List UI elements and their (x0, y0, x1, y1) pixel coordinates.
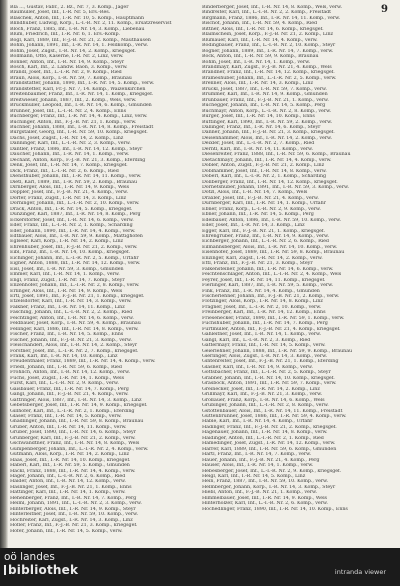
register-entry: Greinecker, Josef, Inf., I.-R. Nr. 14, 2. Komp., Linz (202, 386, 320, 392)
register-entry: Ehrenhuber, Josef, Inf., F.-J.-B. Nr. 21, 2. Komp., verw. (10, 244, 138, 250)
register-entry: Gebetsberger, Josef, Inf., I.-R. Nr. 14, 9. Komp., kriegsgef. (10, 403, 148, 409)
register-entry: Heiml, Johann, 1891, Inf., L.-I.-R. Nr. 2, 3. Komp., verw. (10, 501, 142, 507)
register-entry: Hein, Franz, 1887, Inf., I.-R. Nr. 59, 10. Komp., verw. (202, 479, 328, 485)
register-entry: Fürst, Karl, Inf., L.-I.-R. Nr. 2, 9. Komp., verw. (10, 381, 119, 387)
register-entry: Bindreiter, Karl, Inf., L.-I.-R. Nr. 2, 2. Komp., Freistadt (202, 10, 332, 16)
register-entry: Gierlinger, Alois, Zugsf., I.-R. Nr. 14, 3. Komp., verw. (202, 354, 328, 359)
register-entry: Burger, Josef, Inf., I.-R. Nr. 14, 10. Komp., Enns (202, 114, 315, 120)
register-entry: Gstöttenbauer, Alois, Inf., I.-R. Nr. 14, 11. Komp., Freistadt (202, 408, 343, 414)
register-entry: Deixler, Josef, Inf., L.-I.-R. Nr. 2, 7. Komp., Ried (202, 141, 315, 147)
register-entry: Heigl, Karl, Inf., I.-R. Nr. 14, 5. Komp., Linz (202, 473, 306, 479)
register-entry: Hackl, Franz, 1888, Inf., I.-R. Nr. 14, 4. Komp., verw. (10, 468, 136, 474)
register-entry: Glaser, Franz, Inf., I.-R. Nr. 14, 5. Komp., verw. (10, 413, 122, 419)
register-entry: Brandstetter, Karl, Fr.-J. Nr. 7, 14. Komp., Waizenkirchen (10, 86, 146, 92)
register-entry: Eckerstorfer, Josef, Inf., I.-R. Nr. 14, 6. Komp., verw. (10, 217, 134, 223)
register-entry: Dallinger, Franz, Inf., I.-R. Nr. 14, 6. Komp., Steyr (202, 124, 321, 130)
register-entry: Eilmannsberger, Alois, Inf., I.-R. Nr. 14, 10. Komp., verw. (202, 244, 338, 250)
register-entry: Dötzl, Alois, Inf., I.-R. Nr. 14, 7. Komp., Wels (202, 190, 308, 196)
register-entry: Haslinger, Josef, Inf., F.-J.-B. Nr. 21, 1. Komp., Enns (10, 484, 132, 490)
register-entry: Himmelbauer, Josef, Inf., I.-R. Nr. 14, 9. Komp., Wels (202, 495, 327, 501)
register-entry: Burgstaller, Georg, Inf., I.-R. Nr. 59, 10. Komp., kriegsgef. (10, 130, 148, 136)
right-column (202, 5, 392, 542)
register-entry: Fuchshuber, Johann, Inf., I.-R. Nr. 14, 7. Komp., Perg (202, 321, 328, 327)
register-entry: Doblhammer, Josef, Inf., I.-R. Nr. 14, 8. Komp., verw. (202, 168, 327, 174)
register-entry: Fuchs, Josef, Zugsf., I.-R. Nr. 14, 1. Komp., Wels (10, 375, 124, 381)
register-entry: Flotzinger, Alois, Korp., I.-R. Nr. 14, 8. Komp., Linz (202, 299, 323, 305)
register-entry: Ertl, Josef, 1891, Inf., F.-J.-B. Nr. 21, 1. Komp., kriegsgef. (10, 294, 145, 300)
register-entry: Grillmayr, Karl, Inf., F.-J.-B. Nr. 21, 3. Komp., verw. (202, 392, 323, 398)
register-entry: Draxler, Josef, Inf., F.-J.-B. Nr. 21, 4. Komp., verw. (202, 195, 319, 201)
register-entry: Hager, Johann, Inf., L.-I.-R. Nr. 2, 6. Komp., Ried (10, 473, 126, 479)
register-entry: Fischer, Johann, Inf., F.-J.-B. Nr. 21, 3. Komp., verw. (10, 337, 132, 343)
register-entry: Bogner, Johann, 1889, Inf., I.-R. Nr. 14, 7. Komp., verw. (202, 48, 334, 54)
register-entry: Gnadlinger, Johann, Inf., I.-R. Nr. 59, 8. Komp., Braunau (10, 419, 144, 425)
register-entry: Blum, Friedrich, Inf., I.-R. Nr. 6, 1. Ers.-Komp. (10, 32, 120, 38)
register-entry: Forstner, Josef, Inf., L.-I.-R. Nr. 2, 7. Komp., kriegsgef. (10, 348, 139, 354)
register-entry: Braun, Alois, Korp., I.-R. Nr. 59, 7. Komp., Braunau (10, 75, 132, 81)
register-entry: Eigner, Anton, 1888, Inf., I.-R. Nr. 14, 12. Komp., verw. (10, 261, 141, 267)
register-entry: Höfler, Franz, Inf., F.-J.-B. Nr. 21, 3. Komp., kriegsgef. (10, 523, 138, 529)
register-entry: Gangl, Karl, Inf., L.-I.-R. Nr. 2, 3. Komp., Ried (202, 337, 311, 343)
register-entry: Fleischanderl, Alois, Inf., I.-R. Nr. 14, 2. Komp., Steyr (10, 343, 138, 349)
register-entry: Eichinger, Johann, Inf., L.-I.-R. Nr. 2, 5. Komp., Urfahr (10, 255, 139, 261)
register-entry: Eder, Franz, Inf., L.-I.-R. Nr. 2, 1. Komp., Schärding (10, 223, 133, 229)
register-entry: Haider, Anton, Inf., I.-R. Nr. 14, 12. Komp., verw. (10, 479, 126, 485)
register-entry: Fierlinger, Karl, 1887, Inf., I.-R. Nr. 59, 5. Komp., verw. (202, 283, 334, 289)
page-number: 9 (381, 4, 388, 15)
register-entry: Eglseer, Karl, Korp., I.-R. Nr. 14, 2. Komp., Linz (10, 239, 124, 245)
register-entry: Gangl, Johann, Inf., F.-J.-B. Nr. 21, 4. Komp., verw. (10, 392, 129, 398)
register-entry: Hauer, Johann, Inf., F.-J.-B. Nr. 21, 4. Komp., Perg (202, 457, 320, 463)
register-entry: Haas, Josef, Inf., I.-R. Nr. 14, 10. Komp., kriegsgef. (10, 457, 131, 463)
register-entry: Bittner, Alois, Inf., I.-R. Nr. 14, 6. Komp., kriegsgef. (202, 26, 324, 32)
register-entry: Dorfer, Franz, Zugsf., I.-R. Nr. 14, 3. Komp., Linz (10, 195, 127, 201)
register-entry: Breitwieser, Johann, 1887, Inf., 2. Komp., Wels, verw. (10, 97, 137, 103)
register-entry: Eisenhofer, Josef, 1889, Inf., I.-R. Nr. 59, 8. Komp., Braunau (202, 250, 345, 256)
register-entry: Hehenberger, Franz, Inf., I.-R. Nr. 14, 7. Komp., Perg (10, 495, 137, 501)
register-entry: Ebner, Franz, Korp., L.-I.-R. Nr. 2, 9. Komp., verw. (202, 206, 321, 212)
register-entry: Eibl, Franz, Inf., I.-R. Nr. 14, 10. Komp., kriegsgef. (10, 250, 131, 256)
register-entry: Bonner, Anton, Inf., I.-R. Nr. 14, 9. Komp., Steyr (10, 59, 124, 65)
register-entry: Ehrengruber, Franz, Inf., I.-R. Nr. 14, 9. Komp., verw. (202, 234, 329, 240)
register-entry: Freudenthaler, Franz, 1889, Inf., I.-R. Nr. 14, 4. Komp., verw. (10, 359, 156, 365)
left-column (10, 5, 196, 542)
register-entry: Fröhlich, Anton, Inf., I.-R. Nr. 14, 12. Komp., verw. (10, 370, 130, 376)
register-entry: Fragner, Josef, Inf., L.-I.-R. Nr. 2, 10. Komp., verw. (202, 304, 322, 310)
register-entry: Böhm, Josef, Inf., I.-R. Nr. 14, 1. Komp., verw. (202, 59, 311, 65)
register-entry: Dürnberger, Karl, Inf., I.-R. Nr. 14, 1. Komp., Urfahr (202, 201, 326, 207)
register-entry: Glasner, Karl, Inf., I.-R. Nr. 14, 9. Komp., verw. (202, 364, 313, 370)
register-entry: Edtbauer, Alois, Inf., I.-R. Nr. 59, 9. Komp., Mattighofen (10, 234, 143, 240)
logo-line-2-text: bibliothek (8, 563, 79, 577)
register-entry: Eichberger, Johann, Inf., L.-I.-R. Nr. 2, 6. Komp., Ried (202, 239, 329, 245)
register-entry: Gumpenberger, Johann, Inf., L.-I.-R. Nr. 2, 4. Komp., verw. (10, 446, 149, 452)
register-entry: Hofer, Johann, Inf., I.-R. Nr. 14, 5. Komp., verw. (10, 528, 123, 534)
register-entry: Drack, Anton, Inf., I.-R. Nr. 14, 5. Komp., kriegsgef. (10, 206, 133, 212)
register-entry: Enzinger, Karl, Zugsf., I.-R. Nr. 14, 2. Komp., verw. (202, 255, 323, 261)
register-entry: Edelbauer, Anton, 1886, Inf., I.-R. Nr. 59, 10. Komp., verw. (202, 217, 342, 223)
library-logo[interactable] (4, 551, 78, 577)
register-entry: Hinterholzer, Karl, Inf., L.-I.-R. Nr. 2, 6. Komp., verw. (202, 501, 328, 507)
register-entry: Grünberger, Karl, Inf., F.-J.-B. Nr. 21, 2. Komp., verw. (10, 435, 136, 441)
logo-line-1: oö landes (4, 551, 55, 563)
register-entry: Hartl, Franz, Inf., I.-R. Nr. 14, 7. Komp., verw. (202, 452, 312, 458)
register-entry: Bischof, Johann, Inf., I.-R. Nr. 59, 4. Komp., Ried (202, 21, 318, 27)
register-entry: Grabner, Johann, Inf., I.-R. Nr. 14, 10. Komp., kriegsgef. (202, 375, 335, 381)
register-entry: Derntl, Karl, Inf., I.-R. Nr. 14, 11. Komp., verw. (202, 146, 314, 152)
register-entry: Dick, Franz, Inf., L.-I.-R. Nr. 2, 6. Komp., Ried (10, 168, 119, 174)
register-entry: Bollmann, Otto, Kaserne, I.-R. Nr. 2, Linz, verw. (10, 54, 124, 60)
register-entry: Dorninger, Johann, Inf., L.-I.-R. Nr. 2, 10. Komp., verw. (10, 201, 140, 207)
register-entry: Brummer, Karl, Inf., I.-R. Nr. 14, 9. Komp., Gmunden (202, 92, 328, 98)
register-entry: Dachs, Josef, Zugsf., I.-R. Nr. 14, 2. Komp., Linz (10, 135, 124, 141)
register-entry: Bodingbauer, Franz, Inf., L.-I.-R. Nr. 2, 10. Komp., Steyr (202, 43, 336, 49)
register-entry: Dietl, Karl, 1889, Inf., I.-R. Nr. 59, 2. Komp., Braunau (10, 179, 137, 185)
register-entry: Dobler, Anton, Zugsf., F.-J.-B. Nr. 21, 2. Komp., Linz (202, 163, 325, 169)
register-entry: Haberl, Karl, Inf., I.-R. Nr. 59, 5. Komp., Gmunden (10, 463, 130, 469)
register-entry: Blaschek, Anton, Inf., I.-R. Nr. 10, 5. Komp., Hauptmann (10, 15, 145, 21)
register-entry: Blaimschein, Josef, Korp., F.-J.-B. Nr. 21, 2. Komp., Linz (202, 32, 334, 38)
register-entry: Egger, Karl, Inf., F.-J.-B. Nr. 21, 1. Komp., kriegsgef. (202, 228, 325, 234)
register-entry: Deisenhammer, Alois, Inf., I.-R. Nr. 14, 2. Komp., verw. (202, 135, 333, 141)
register-entry: Gaisbauer, Franz, Inf., I.-R. Nr. 14, 7. Komp., Perg (10, 386, 129, 392)
page-gutter (0, 0, 8, 548)
register-entry: Erlinger, Alois, Inf., I.-R. Nr. 14, 9. Komp., Wels (10, 288, 123, 294)
register-entry: Bosch, Karl, Inf., 2. Landw. Baon, 3. Komp., verw. (10, 64, 128, 70)
register-entry: Buchner, Johann, 1888, Inf., I.-R. Nr. 14, 8. Komp., Freistadt (10, 124, 154, 130)
register-entry: Gruber, Josef, 1890, Inf., I.-R. Nr. 14, 6. Komp., Steyr (10, 430, 136, 436)
register-entry: Bla ..., Gustav, Fabr., 2. Bz., Nr. 7, 3. Komp., Jäger (10, 5, 129, 10)
register-entry: Dietachmayr, Johann, Inf., I.-R. Nr. 14, 4. Komp., verw. (202, 157, 332, 163)
register-entry: Böck, Anton, Inf., I.-R. Nr. 59, 9. Komp., Braunau (202, 54, 319, 60)
register-entry: Falkner, Franz, Inf., I.-R. Nr. 14, 11. Komp., Linz (10, 304, 125, 310)
register-entry: Brenner, Alois, Inf., I.-R. Nr. 14, 3. Komp., Linz (202, 81, 313, 87)
register-entry: Blöch, Franz, 1885, Inf., I.-R. Nr. 14, 3. Komp., Liebenau (10, 26, 145, 32)
register-entry: Böhm, Johann, 1891, Inf., I.-R. Nr. 14, 1. Feldkomp., verw. (10, 43, 148, 49)
register-entry: Emmer, Karl, Inf., I.-R. Nr. 14, 1. Komp., verw. (10, 272, 120, 278)
register-entry: Hinterleitner, Josef, Inf., I.-R. Nr. 59, 10. Komp., verw. (10, 512, 138, 518)
register-entry: Enzenhofer, Johann, Inf., L.-I.-R. Nr. 2, 8. Komp., verw. (10, 283, 140, 289)
register-entry: Bögl, Karl, 1889, Inf., F.-J.-B. Nr. 21, 2. Komp., Mauthausen (10, 37, 151, 43)
register-entry: Dirnberger, Alois, Inf., I.-R. Nr. 14, 9. Komp., Wels (10, 184, 130, 190)
logo-bar-icon (4, 565, 6, 575)
register-entry: Brameshuber, Johann, Inf., L.-I.-R. Nr. 2, 5. Komp., verw. (202, 75, 337, 81)
viewer-label: intranda viewer (334, 568, 386, 576)
register-entry: Buchmayr, Anton, Korp., L.-I.-R. Nr. 2, 8. Komp., verw. (202, 108, 332, 114)
register-entry: Blindhuber, Ludwig, Korp., L.-I.-R. Nr. 2, 11. Komp., Ersatzreservist (10, 21, 172, 27)
register-entry: Grubinger, Johann, Inf., L.-I.-R. Nr. 2, 8. Komp., verw. (202, 403, 329, 409)
register-entry: Fasching, Johann, Inf., L.-I.-R. Nr. 2, 2. Komp., Ried (10, 310, 133, 316)
register-entry: Brückl, Josef, 1887, Inf., I.-R. Nr. 59, 7. Komp., verw. (202, 86, 327, 92)
register-entry: Feyrer, Josef, Inf., I.-R. Nr. 14, 11. Komp., kriegsgef. (202, 277, 326, 283)
register-entry: Gillhofer, Karl, Inf., L.-I.-R. Nr. 2, 1. Komp., Eferding (10, 408, 135, 414)
register-entry: Gruber, Anton, Inf., I.-R. Nr. 14, 11. Komp., verw. (10, 424, 127, 430)
register-entry: Gottsbacher, Franz, Inf., L.-I.-R. Nr. 2, 5. Komp., Steyr (202, 370, 331, 376)
register-entry: Hattinger, Karl, Inf., I.-R. Nr. 14, 1. Komp., verw. (10, 490, 126, 496)
register-entry: Dechant, Anton, Korp., F.-J.-B. Nr. 21, 3. Komp., Eferding (10, 157, 146, 163)
register-entry: Gattermayr, Franz, Inf., I.-R. Nr. 14, 5. Komp., verw. (202, 343, 326, 349)
register-entry: Dantler, Franz, 1886, Inf., I.-R. Nr. 14, 12. Komp., Steyr (10, 146, 143, 152)
register-entry: Döberl, Karl, Inf., L.-I.-R. Nr. 2, 1. Komp., Schärding (202, 174, 327, 180)
register-entry: Birgmann, Franz, 1886, Inf., I.-R. Nr. 14, 11. Komp., verw. (202, 15, 341, 21)
register-entry: Ebner, Johann, Inf., I.-R. Nr. 14, 5. Komp., Perg (202, 212, 314, 218)
register-entry: Haidinger, Anton, Inf., L.-I.-R. Nr. 2, 1. Komp., Ried (202, 435, 324, 441)
register-entry: Hebesberger, Josef, Inf., L.-I.-R. Nr. 2, 9. Komp., kriegsgef. (202, 468, 342, 474)
register-entry: Brandstätter, Johann, 1890, Inf., I.-R. Nr. 14, 5. Komp., verw. (10, 81, 155, 87)
register-entry: Eisl, Josef, Inf., I.-R. Nr. 59, 3. Komp., Gmunden (10, 266, 124, 272)
register-entry: Ettl, Franz, Inf., F.-J.-B. Nr. 21, 3. Komp., Steyr (202, 261, 313, 267)
register-entry: Gahleitner, Josef, Inf., I.-R. Nr. 14, 1. Komp., verw. (202, 332, 321, 338)
register-entry: Brandl, Josef, Inf., L.-I.-R. Nr. 2, 9. Komp., Ried (10, 70, 122, 76)
register-entry: Helmberger, Johann, Korp., I.-R. Nr. 14, 3. Komp., Steyr (202, 484, 336, 490)
register-entry: Friedl, Johann, Inf., I.-R. Nr. 59, 6. Komp., Ried (10, 364, 122, 370)
register-entry: Furtmüller, Anton, Inf., F.-J.-B. Nr. 21, 4. Komp., kriegsgef. (202, 326, 341, 332)
register-entry: Dornetshuber, Johann, 1891, Inf., I.-R. Nr. 59, 3. Komp., verw. (202, 184, 349, 190)
register-entry: Guttenbrunner, Josef, 1886, Inf., I.-R. Nr. 59, 4. Komp., verw. (202, 413, 347, 419)
register-entry: Buchberger, Franz, Inf., I.-R. Nr. 14, 4. Komp., Linz, verw. (10, 114, 148, 120)
viewer-footer (0, 548, 400, 586)
register-entry: Buttinger, Karl, 1890, Inf., I.-R. Nr. 59, 2. Komp., verw. (202, 119, 333, 125)
register-entry: Brunbauer, Franz, Inf., F.-J.-B. Nr. 21, 1. Komp., verw. (202, 97, 329, 103)
register-entry: Fischer, Franz, Inf., I.-R. Nr. 14, 5. Komp., Enns (10, 332, 124, 338)
register-entry: Hinterberger, Alois, Inf., I.-R. Nr. 14, 9. Komp., Steyr (10, 506, 136, 512)
register-entry: Hochedlinger, Franz, 1890, Inf., I.-R. Nr. 14, 10. Komp., Enns (202, 506, 348, 512)
register-entry: Gutmann, Alois, Korp., I.-R. Nr. 14, 2. Komp., Linz (10, 452, 129, 458)
register-entry: Fischerlehner, Johann, Inf., F.-J.-B. Nr. 21, 2. Komp., verw. (202, 294, 340, 300)
register-entry: Hagenauer, Johann, Inf., I.-R. Nr. 14, 8. Komp., verw. (202, 430, 328, 436)
register-entry: Doppler, Josef, Inf., F.-J.-B. Nr. 21, 4. Komp., verw. (10, 190, 128, 196)
register-entry: Buchegger, Johann, Inf., I.-R. Nr. 14, 5. Komp., Perg (202, 103, 326, 109)
register-entry: Diensthuber, Johann, Inf., I.-R. Nr. 14, 11. Komp., verw. (10, 174, 142, 180)
register-entry: Brandner, Franz, Inf., I.-R. Nr. 14, 12. Komp., kriegsgef. (202, 70, 335, 76)
register-entry: Dollberger, Franz, Inf., I.-R. Nr. 14, 12. Komp., kriegsgef. (202, 179, 338, 185)
register-entry: Feichtenschlager, Anton, Inf., L.-I.-R. Nr. 2, 4. Komp., Wels (202, 272, 342, 278)
register-entry: Hadinger, Franz, Inf., F.-J.-B. Nr. 21, 2. Komp., kriegsgef. (202, 424, 337, 430)
register-entry: Eder, Johann, 1890, Inf., I.-R. Nr. 14, 4. Komp., verw. (10, 228, 136, 234)
register-entry: Geierlehner, Johann, 1888, Inf., I.-R. Nr. 59, 9. Komp., Braunau (202, 348, 353, 354)
register-entry: Brandmayr, Karl, Zugsf., F.-J.-B. Nr. 21, 4. Komp., Wels (202, 64, 332, 70)
register-entry: Daucher, Johann, Inf., I.-R. Nr. 14, 1. Komp., verw. (10, 152, 130, 158)
register-entry: Grasböck, Anton, 1891, Inf., I.-R. Nr. 59, 7. Komp., verw. (202, 381, 337, 387)
register-entry: Bruckmüller, Leopold, Inf., I.-R. Nr. 14, 6. Komp., Gmunden (10, 103, 152, 109)
register-entry: Danninger, Karl, Inf., L.-I.-R. Nr. 2, 3. Komp., verw. (10, 141, 131, 147)
register-entry: Dunzinger, Karl, 1887, Inf., I.-R. Nr. 14, 8. Komp., Perg (10, 212, 141, 218)
register-entry: Danner, Johann, Inf., F.-J.-B. Nr. 21, 3. Komp., kriegsgef. (202, 130, 335, 136)
register-entry: Etzelsdorfer, Karl, Inf., I.-R. Nr. 14, 3. Komp., verw. (10, 299, 132, 305)
register-entry: Feichtinger, Anton, Inf., I.-R. Nr. 14, 6. Komp., verw. (10, 315, 134, 321)
register-entry: Harrer, Karl, 1889, Inf., I.-R. Nr. 59, 6. Komp., Gmunden (202, 446, 337, 452)
register-entry: Hiebl, Anton, Inf., F.-J.-B. Nr. 21, 1. Komp., verw. (202, 490, 317, 496)
register-entry: Böhm, Josef, Zugsf., I.-R. Nr. 14, 2. Komp., kriegsgef. (10, 48, 136, 54)
register-entry: Hable, Karl, Inf., I.-R. Nr. 14, 4. Komp., Urfahr (202, 419, 313, 425)
register-entry: Engl, Franz, Zugsf., I.-R. Nr. 14, 7. Komp., Steyr (10, 277, 125, 283)
register-entry: Gintenreiter, Josef, Inf., F.-J.-B. Nr. 21, 1. Komp., Eferding (202, 359, 339, 365)
register-entry: Baumüller, Josef, Inf., I.-R. Nr. 5, Ers.-Res. (10, 10, 111, 16)
logo-line-2 (4, 563, 78, 577)
register-entry: Denk, Josef, Inf., I.-R. Nr. 14, 7. Komp., kriegsgef. (10, 163, 128, 169)
register-entry: Falkensteiner, Johann, Inf., I.-R. Nr. 14, 6. Komp., verw. (202, 266, 334, 272)
register-entry: Friesenecker, Franz, 1890, Inf., I.-R. Nr. 59, 1. Komp., verw. (202, 315, 345, 321)
register-entry: Freinberger, Karl, Inf., I.-R. Nr. 14, 12. Komp., Enns (202, 310, 326, 316)
register-entry: Breitenbaumer, Franz, Inf., I.-R. Nr. 14, 1. Komp., kriegsgef. (10, 92, 154, 98)
register-entry: Binderberger, Josef, Inf., I.-R. Nr. 14, 8. Komp., Wels, verw. (202, 5, 342, 10)
register-entry: Blumauer, Karl, Inf., I.-R. Nr. 14, 4. Komp., verw. (202, 37, 318, 43)
register-entry: Hamedinger, Josef, Zugsf., I.-R. Nr. 14, 12. Komp., verw. (202, 441, 336, 447)
register-entry: Fink, Franz, Inf., I.-R. Nr. 14, 4. Komp., Gmunden (202, 288, 320, 294)
register-entry: Gschwandtner, Franz, Inf., I.-R. Nr. 14, 8. Komp., Wels (10, 441, 140, 447)
register-entry: Hochreiter, Karl, Zugsf., I.-R. Nr. 14, 3. Komp., Linz (10, 517, 133, 523)
register-entry: Großauer, Franz, Korp., I.-R. Nr. 14, 6. Komp., Wels (202, 397, 325, 403)
register-entry: Hauser, Alois, Inf., I.-R. Nr. 14, 1. Komp., verw. (202, 463, 314, 469)
register-entry: Diesenreiter, Franz, 1888, Inf., I.-R. Nr. 59, 6. Komp., Braunau (202, 152, 351, 158)
register-entry: Gattringer, Alois, 1887, Inf., I.-R. Nr. 14, 3. Komp., Linz (10, 397, 142, 403)
register-entry: Fellinger, Karl, 1886, Inf., I.-R. Nr. 14, 8. Komp., verw. (10, 326, 139, 332)
register-entry: Frank, Karl, Inf., I.-R. Nr. 14, 10. Komp., Linz (10, 354, 118, 359)
register-entry: Eder, Josef, Inf., I.-R. Nr. 14, 3. Komp., Linz (202, 223, 305, 229)
register-entry: Buchinger, Anton, Inf., F.-J.-B. Nr. 21, 1. Komp., verw. (10, 119, 137, 125)
register-entry: Brunner, Josef, Inf., L.-I.-R. Nr. 2, 4. Komp., Enns (10, 108, 126, 114)
register-entry: Feldbauer, Josef, Korp., I.-R. Nr. 59, 4. Komp., Braunau (10, 321, 141, 327)
